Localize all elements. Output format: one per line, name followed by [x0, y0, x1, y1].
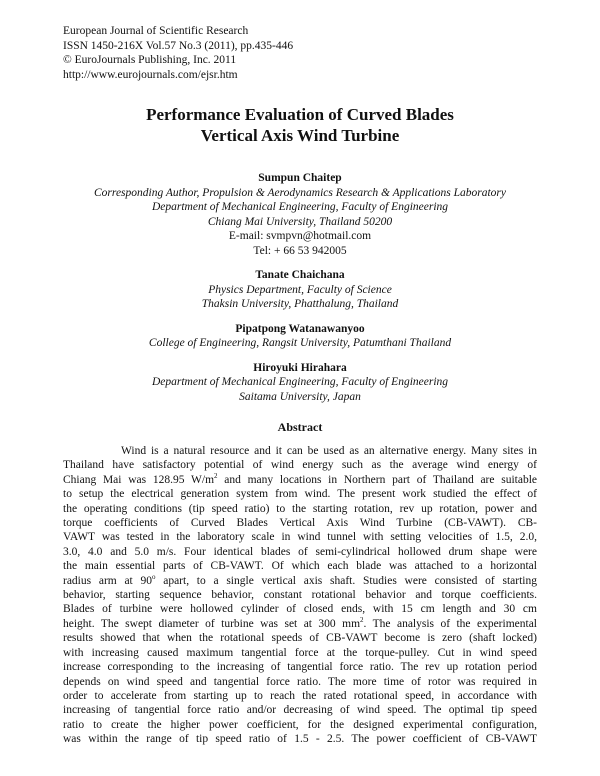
superscript: 2	[360, 616, 364, 625]
abstract-line: Wind is a natural resource and it can be used as an alternative energy. Many sites in	[121, 445, 537, 457]
author-name: Tanate Chaichana	[255, 269, 345, 281]
title-line-2: Vertical Axis Wind Turbine	[200, 126, 400, 145]
abstract-line-text: and many locations in Northern part of Thailand are suitable	[217, 473, 537, 486]
author-name: Hiroyuki Hirahara	[253, 361, 347, 374]
abstract-line: Blades of turbine were hollowed cylinder of closed ends, with 15 cm length and 30 cm	[63, 603, 537, 616]
abstract-line: the operating conditions (tip speed ratio) to the starting rotation, rev up rotation, power and	[63, 502, 537, 515]
author-affiliation: College of Engineering, Rangsit University, Patumthani Thailand	[148, 337, 452, 349]
superscript: 2	[214, 471, 218, 480]
author-affiliation: Saitama University, Japan	[239, 390, 361, 403]
abstract-line: behavior, starting sequence behavior, constant rotational behavior and torque coefficients.	[63, 589, 537, 602]
abstract-line: depends on wind speed and tangential force ratio. The more time of rotor was required in	[63, 675, 537, 688]
author-email: E-mail: svmpvn@hotmail.com	[228, 230, 372, 242]
abstract-line: torque coefficients of Curved Blades Vertical Axis Wind Turbine (CB-VAWT). CB-	[63, 517, 537, 530]
superscript: o	[151, 572, 156, 581]
abstract-line: the main essential parts of CB-VAWT. Of which each blade was attached to a horizontal	[63, 560, 537, 573]
abstract-body	[63, 444, 537, 747]
title-line-1: Performance Evaluation of Curved Blades	[146, 105, 454, 124]
abstract-line: Thailand have satisfactory potential of wind energy such as the average wind energy of	[63, 459, 537, 472]
author-block	[0, 171, 600, 258]
author-name: Pipatpong Watanawanyoo	[235, 322, 365, 335]
abstract-line: to setup the electrical generation system from wind. The present work studied the effect of	[63, 488, 537, 501]
author-affiliation: Department of Mechanical Engineering, Faculty of Engineering	[151, 376, 449, 388]
abstract-line-text: height. The swept diameter of turbine was set at 300 mm	[63, 617, 361, 630]
abstract-line-text: apart, to a single vertical axis shaft. Studies were consisted of starting	[155, 574, 537, 587]
journal-name: European Journal of Scientific Research	[63, 25, 249, 37]
abstract-line: increasing of tangential force ratio and/or decreasing of wind speed. The optimal tip speed	[63, 704, 537, 717]
abstract-line: was within the range of tip speed ratio of 1.5 - 2.5. The power coefficient of CB-VAWT	[63, 733, 537, 746]
journal-url-link[interactable]: http://www.eurojournals.com/ejsr.htm	[63, 68, 238, 81]
author-affiliation: Thaksin University, Phatthalung, Thailand	[201, 298, 399, 310]
author-affiliation: Chiang Mai University, Thailand 50200	[207, 215, 393, 228]
abstract-line	[63, 574, 537, 588]
abstract-line: VAWT was tested in the laboratory scale in wind tunnel with setting velocities of 1.5, 2.0,	[63, 531, 537, 544]
journal-header	[63, 24, 293, 82]
author-affiliation: Corresponding Author, Propulsion & Aerodynamics Research & Applications Laboratory	[94, 186, 506, 199]
abstract-line: order to accelerate from starting up to reach the rated rotational speed, in accordance with	[63, 689, 537, 702]
author-phone: Tel: + 66 53 942005	[253, 244, 347, 257]
paper-title	[0, 104, 600, 146]
author-affiliation: Department of Mechanical Engineering, Faculty of Engineering	[151, 201, 449, 213]
abstract-line: ratio to create the higher power coefficient, for the designed experimental configuration,	[63, 718, 537, 731]
abstract-line: increase corresponding to the increasing of tangential force ratio. The rev up rotation period	[63, 661, 537, 674]
copyright-line: © EuroJournals Publishing, Inc. 2011	[63, 54, 237, 66]
author-affiliation: Physics Department, Faculty of Science	[208, 283, 392, 296]
abstract-line	[63, 473, 537, 487]
author-list	[0, 171, 600, 414]
issn-line: ISSN 1450-216X Vol.57 No.3 (2011), pp.435-446	[63, 39, 294, 52]
abstract-line-text: radius arm at 90	[63, 574, 152, 587]
author-block	[0, 268, 600, 312]
abstract-line: 3.0, 4.0 and 5.0 m/s. Four identical blades of semi-cylindrical hollowed drum shape were	[63, 545, 537, 558]
author-block	[0, 322, 600, 351]
abstract-heading: Abstract	[277, 420, 323, 434]
author-name: Sumpun Chaitep	[258, 172, 342, 184]
abstract-line: with increasing caused maximum tangential force at the torque-pulley. Cut in wind speed	[63, 646, 537, 659]
abstract-line-text: Chiang Mai was 128.95 W/m	[63, 473, 215, 486]
abstract-line	[63, 617, 537, 631]
abstract-line: results showed that when the rotational speeds of CB-VAWT become is zero (shaft locked)	[63, 632, 537, 645]
abstract-line-text: . The analysis of the experimental	[363, 617, 537, 630]
author-block	[0, 361, 600, 405]
